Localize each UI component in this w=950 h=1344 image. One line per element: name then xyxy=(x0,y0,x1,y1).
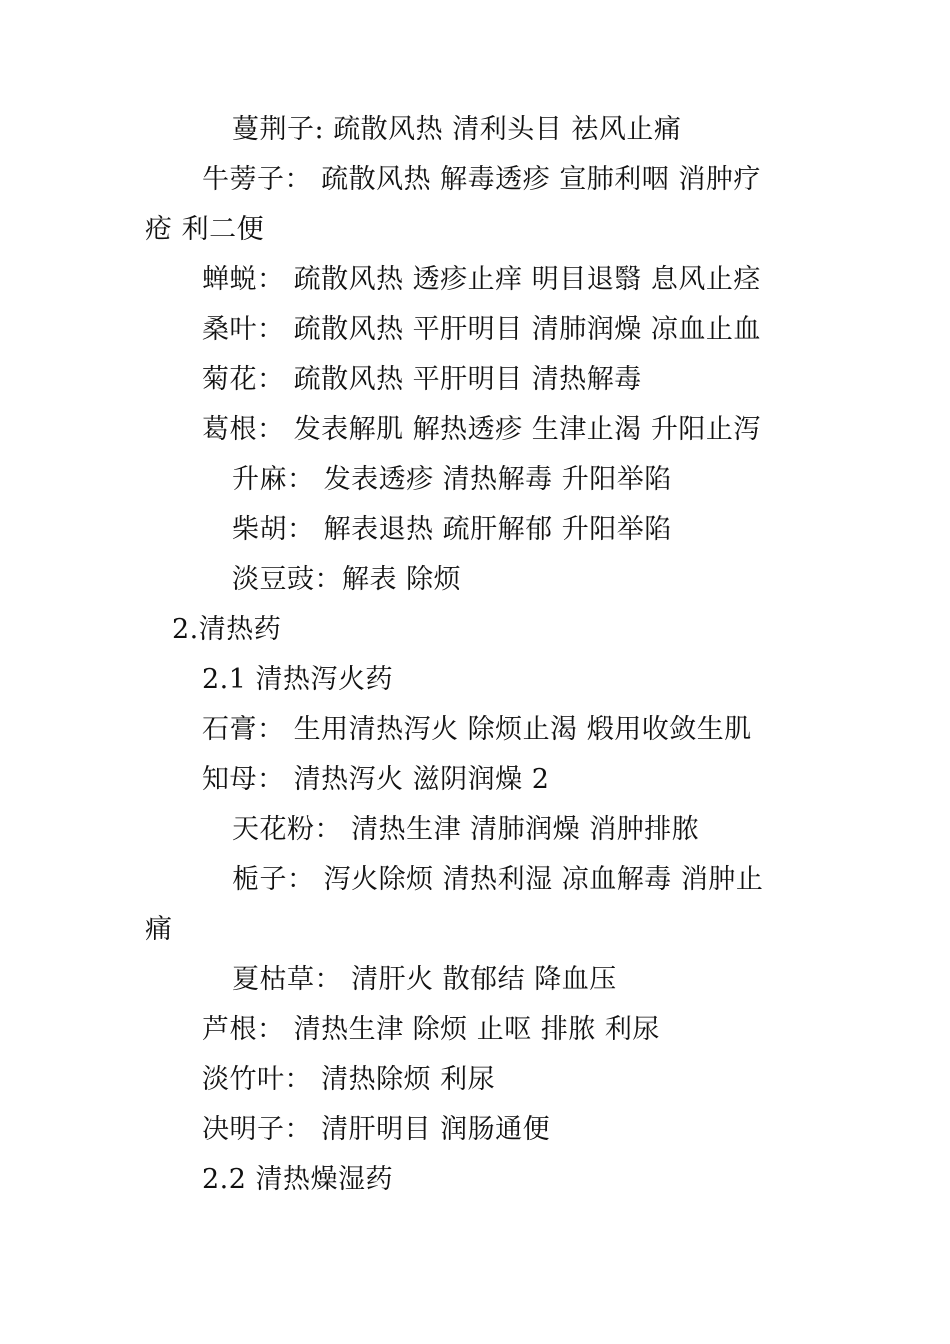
entry-chaihu xyxy=(232,512,672,548)
herb-name: 蝉蜕 xyxy=(202,264,257,295)
herb-effects: 生用清热泻火 除烦止渴 煅用收敛生肌 xyxy=(293,714,752,745)
herb-name: 淡豆豉 xyxy=(232,564,315,595)
herb-effects: 清热除烦 利尿 xyxy=(321,1064,496,1095)
separator: ： xyxy=(257,714,294,745)
separator: : xyxy=(314,114,334,145)
separator: ： xyxy=(257,364,294,395)
entry-lugen xyxy=(202,1012,660,1048)
separator: ： xyxy=(284,1114,322,1145)
herb-effects: 发表透疹 清热解毒 升阳举陷 xyxy=(323,464,672,495)
herb-name: 天花粉 xyxy=(232,814,315,845)
separator: ： xyxy=(287,514,324,545)
herb-name: 淡竹叶 xyxy=(202,1064,285,1095)
herb-name: 蔓荆子 xyxy=(232,114,315,145)
herb-effects: 清热生津 除烦 止呕 排脓 利尿 xyxy=(293,1014,660,1045)
herb-name: 桑叶 xyxy=(202,314,257,345)
separator: ： xyxy=(257,264,294,295)
herb-name: 芦根 xyxy=(202,1014,257,1045)
herb-effects: 泻火除烦 清热利湿 凉血解毒 消肿止 xyxy=(323,864,764,895)
herb-name: 栀子 xyxy=(232,864,287,895)
herb-name: 石膏 xyxy=(202,714,257,745)
separator: ： xyxy=(284,164,322,195)
separator: ： xyxy=(257,314,294,345)
herb-effects: 清肝火 散郁结 降血压 xyxy=(351,964,617,995)
herb-effects: 疏散风热 平肝明目 清热解毒 xyxy=(293,364,642,395)
entry-shigao xyxy=(202,712,752,748)
herb-name: 葛根 xyxy=(202,414,257,445)
separator: ： xyxy=(257,414,294,445)
herb-name: 知母 xyxy=(202,764,257,795)
herb-effects: 解表退热 疏肝解郁 升阳举陷 xyxy=(323,514,672,545)
separator: ： xyxy=(284,1064,322,1095)
herb-name: 菊花 xyxy=(202,364,257,395)
entry-dandouchi xyxy=(232,562,461,598)
entry-niubangzi xyxy=(202,162,761,198)
entry-sangye xyxy=(202,312,761,348)
entry-gegen xyxy=(202,412,761,448)
entry-manjingzi xyxy=(232,112,681,148)
herb-effects: 疏散风热 平肝明目 清肺润燥 凉血止血 xyxy=(293,314,761,345)
separator: ： xyxy=(314,964,352,995)
separator: ： xyxy=(314,814,352,845)
herb-effects: 发表解肌 解热透疹 生津止渴 升阳止泻 xyxy=(293,414,761,445)
herb-name: 柴胡 xyxy=(232,514,287,545)
herb-effects: 疏散风热 解毒透疹 宣肺利咽 消肿疗 xyxy=(321,164,761,195)
herb-name: 牛蒡子 xyxy=(202,164,285,195)
herb-effects: 清热泻火 滋阴润燥 2 xyxy=(293,764,550,795)
subsection-heading: 2.2 清热燥湿药 xyxy=(202,1164,394,1195)
entry-continuation: 痛 xyxy=(145,914,173,945)
entry-juemingzi xyxy=(202,1112,550,1148)
subsection-heading: 2.1 清热泻火药 xyxy=(202,664,394,695)
entry-zhizi xyxy=(232,862,763,898)
entry-xiakucao xyxy=(232,962,617,998)
herb-effects: 清肝明目 润肠通便 xyxy=(321,1114,551,1145)
herb-effects: 疏散风热 透疹止痒 明目退翳 息风止痉 xyxy=(293,264,761,295)
entry-chantui xyxy=(202,262,761,298)
entry-zhimu xyxy=(202,762,549,798)
entry-shengma xyxy=(232,462,672,498)
entry-tianhuafen xyxy=(232,812,699,848)
entry-danzhuye xyxy=(202,1062,495,1098)
herb-name: 升麻 xyxy=(232,464,287,495)
herb-effects: 疏散风热 清利头目 祛风止痛 xyxy=(333,114,682,145)
herb-effects: 解表 除烦 xyxy=(342,564,462,595)
herb-name: 决明子 xyxy=(202,1114,285,1145)
entry-juhua xyxy=(202,362,642,398)
separator: ： xyxy=(257,1014,294,1045)
separator: ： xyxy=(287,864,324,895)
section-heading: 2.清热药 xyxy=(172,614,282,645)
separator: ： xyxy=(314,564,342,595)
herb-name: 夏枯草 xyxy=(232,964,315,995)
separator: ： xyxy=(287,464,324,495)
entry-continuation: 疮 利二便 xyxy=(145,214,265,245)
herb-effects: 清热生津 清肺润燥 消肿排脓 xyxy=(351,814,700,845)
separator: ： xyxy=(257,764,294,795)
